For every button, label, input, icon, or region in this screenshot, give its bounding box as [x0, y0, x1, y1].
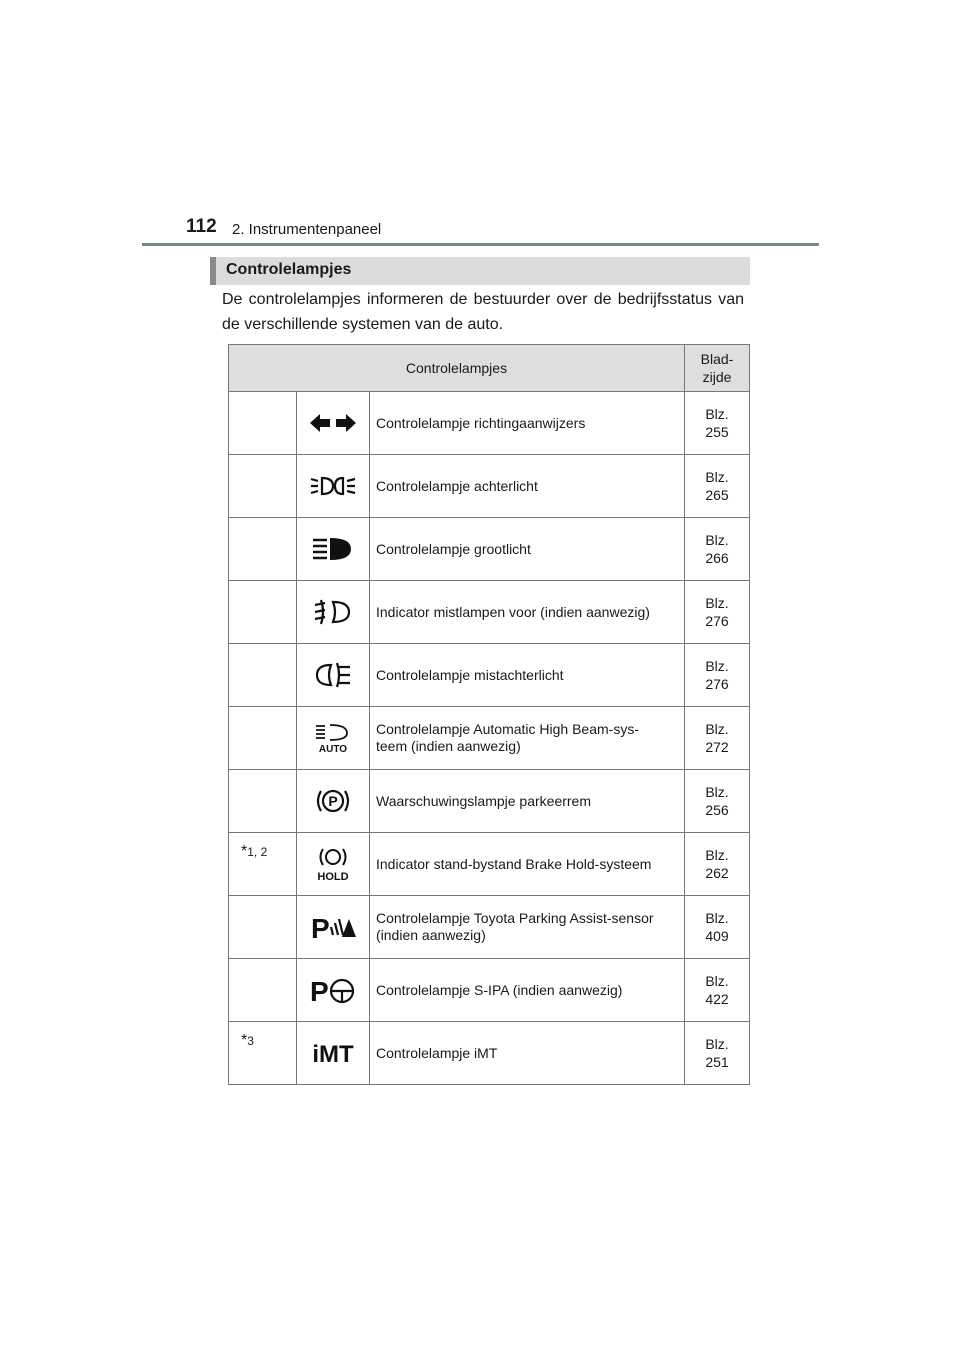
table-row — [229, 455, 750, 518]
indicator-table — [228, 344, 750, 1085]
auto-high-beam-icon — [297, 707, 370, 770]
parking-brake-icon — [297, 770, 370, 833]
row-page: Blz. 276 — [685, 581, 750, 644]
row-marker — [229, 644, 297, 707]
parking-assist-icon — [297, 896, 370, 959]
table-row — [229, 833, 750, 896]
row-description: Controlelampje iMT — [370, 1022, 685, 1085]
row-marker — [229, 581, 297, 644]
row-page: Blz. 276 — [685, 644, 750, 707]
table-header-row — [229, 345, 750, 392]
section-heading-bar — [210, 257, 750, 285]
s-ipa-icon — [297, 959, 370, 1022]
table-row — [229, 392, 750, 455]
table-row — [229, 896, 750, 959]
row-page: Blz. 265 — [685, 455, 750, 518]
row-page: Blz. 262 — [685, 833, 750, 896]
tail-light-icon — [297, 455, 370, 518]
table-row — [229, 644, 750, 707]
row-marker — [229, 770, 297, 833]
row-marker — [229, 707, 297, 770]
s-ipa-letter: P — [310, 976, 329, 1005]
row-marker: *3 — [229, 1022, 297, 1085]
row-page: Blz. 256 — [685, 770, 750, 833]
table-row — [229, 770, 750, 833]
header-rule — [142, 243, 819, 246]
imt-icon-label: iMT — [312, 1041, 354, 1066]
hold-icon-label: HOLD — [317, 871, 349, 882]
header-page-line2: zijde — [702, 369, 732, 385]
section-title: Controlelampjes — [226, 261, 352, 278]
page-number: 112 — [186, 216, 217, 237]
row-page: Blz. 255 — [685, 392, 750, 455]
table-row — [229, 1022, 750, 1085]
row-description: Controlelampje achterlicht — [370, 455, 685, 518]
row-page: Blz. 272 — [685, 707, 750, 770]
row-description: Controlelampje Toyota Parking Assist-sensor (indien aanwezig) — [370, 896, 685, 959]
row-description: Controlelampje S-IPA (indien aanwezig) — [370, 959, 685, 1022]
rear-fog-light-icon — [297, 644, 370, 707]
parking-brake-letter: P — [328, 793, 338, 809]
row-page: Blz. 266 — [685, 518, 750, 581]
brake-hold-icon — [297, 833, 370, 896]
row-page: Blz. 251 — [685, 1022, 750, 1085]
row-marker — [229, 959, 297, 1022]
table-row — [229, 959, 750, 1022]
header-page — [685, 345, 750, 392]
row-description: Controlelampje richtingaanwijzers — [370, 392, 685, 455]
row-description: Indicator mistlampen voor (indien aanwezig) — [370, 581, 685, 644]
row-marker — [229, 455, 297, 518]
row-description: Controlelampje grootlicht — [370, 518, 685, 581]
row-description: Indicator stand-bystand Brake Hold-systeem — [370, 833, 685, 896]
row-marker: *1, 2 — [229, 833, 297, 896]
row-marker — [229, 896, 297, 959]
table-row — [229, 707, 750, 770]
parking-assist-letter: P — [311, 913, 330, 941]
turn-signal-icon — [297, 392, 370, 455]
row-description: Waarschuwingslampje parkeerrem — [370, 770, 685, 833]
front-fog-light-icon — [297, 581, 370, 644]
table-row — [229, 581, 750, 644]
chapter-title: 2. Instrumentenpaneel — [232, 221, 382, 238]
auto-icon-label: AUTO — [318, 744, 348, 753]
high-beam-icon — [297, 518, 370, 581]
row-marker — [229, 392, 297, 455]
table-row — [229, 518, 750, 581]
imt-icon — [297, 1022, 370, 1085]
row-page: Blz. 422 — [685, 959, 750, 1022]
section-accent — [210, 257, 216, 285]
intro-paragraph: De controlelampjes informeren de bestuurder over de bedrijfsstatus van de verschillende systemen van de auto. — [222, 291, 744, 333]
row-page: Blz. 409 — [685, 896, 750, 959]
row-marker — [229, 518, 297, 581]
header-lamps: Controlelampjes — [229, 345, 685, 392]
header-page-line1: Blad- — [700, 351, 734, 367]
row-description: Controlelampje mistachterlicht — [370, 644, 685, 707]
row-description: Controlelampje Automatic High Beam-sys- teem (indien aanwezig) — [370, 707, 685, 770]
